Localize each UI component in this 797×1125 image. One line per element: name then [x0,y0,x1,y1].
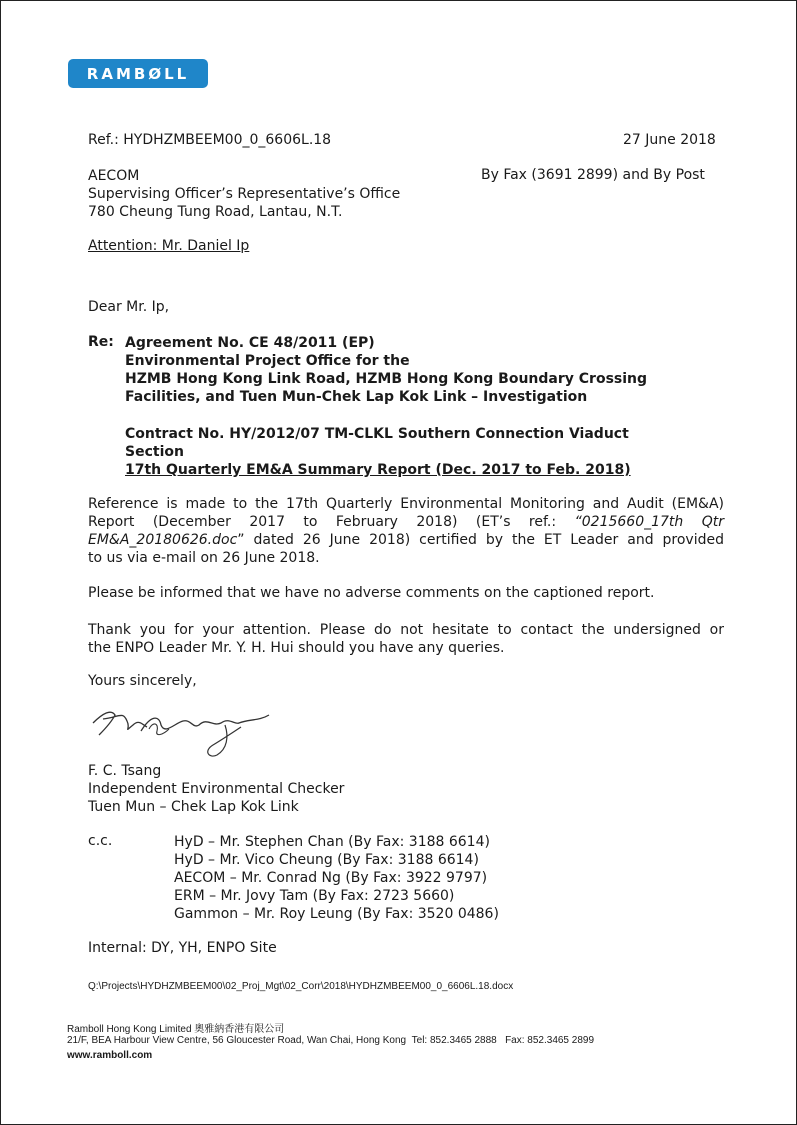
footer-fax: Fax: 852.3465 2899 [505,1035,595,1046]
signer-block [88,762,344,816]
footer-tel: Tel: 852.3465 2888 [411,1035,497,1046]
letter-date: 27 June 2018 [623,132,716,148]
delivery-method: By Fax (3691 2899) and By Post [481,167,705,183]
recipient-line: Supervising Officer’s Representative’s Office [88,186,401,202]
paragraph-no-comments: Please be informed that we have no adverse comments on the captioned report. [88,585,655,601]
re-label: Re: [88,334,114,350]
attention-line: Attention: Mr. Daniel Ip [88,238,250,254]
subject-block [125,334,647,406]
paragraph-thanks [88,621,724,657]
signer-name: F. C. Tsang [88,763,162,779]
paragraph-reference [88,495,724,567]
contract-line: Contract No. HY/2012/07 TM-CLKL Southern Connection Viaduct [125,426,629,442]
footer-address-line [67,1035,594,1046]
cc-item: ERM – Mr. Jovy Tam (By Fax: 2723 5660) [174,888,455,904]
internal-distribution: Internal: DY, YH, ENPO Site [88,940,277,956]
paragraph-line: Reference is made to the 17th Quarterly Environmental Monitoring and Audit (EM&A) [88,496,724,512]
text-run: ” dated 26 June 2018) certified by the ET Leader and provided [237,532,724,548]
paragraph-line: to us via e-mail on 26 June 2018. [88,550,320,566]
cc-item: HyD – Mr. Stephen Chan (By Fax: 3188 6614) [174,834,490,850]
footer-address: 21/F, BEA Harbour View Centre, 56 Gloucester Road, Wan Chai, Hong Kong [67,1035,407,1046]
text-run: Report (December 2017 to February 2018) (ET’s ref.: [88,514,575,530]
ramboll-logo [68,59,208,88]
contract-block [125,425,631,479]
closing: Yours sincerely, [88,673,197,689]
subject-line: HZMB Hong Kong Link Road, HZMB Hong Kong Boundary Crossing [125,371,648,387]
recipient-line: AECOM [88,168,140,184]
signer-project: Tuen Mun – Chek Lap Kok Link [88,799,299,815]
recipient-address [88,167,400,221]
paragraph-line [88,531,724,549]
paragraph-line: Thank you for your attention. Please do not hesitate to contact the undersigned or [88,622,724,638]
report-title: 17th Quarterly EM&A Summary Report (Dec. 2017 to Feb. 2018) [125,462,631,478]
subject-line: Agreement No. CE 48/2011 (EP) [125,335,375,351]
cc-item: HyD – Mr. Vico Cheung (By Fax: 3188 6614) [174,852,479,868]
handwritten-signature [89,701,274,767]
footer-company: Ramboll Hong Kong Limited 奧雅納香港有限公司 [67,1024,285,1035]
recipient-line: 780 Cheung Tung Road, Lantau, N.T. [88,204,343,220]
subject-line: Environmental Project Office for the [125,353,410,369]
salutation: Dear Mr. Ip, [88,299,170,315]
text-run-italic: “0215660_17th Qtr [574,514,724,530]
file-path: Q:\Projects\HYDHZMBEEM00\02_Proj_Mgt\02_Corr\2018\HYDHZMBEEM00_0_6606L.18.docx [88,981,514,992]
cc-item: AECOM – Mr. Conrad Ng (By Fax: 3922 9797) [174,870,488,886]
logo-text: RAMBØLL [86,64,190,83]
paragraph-line: the ENPO Leader Mr. Y. H. Hui should you have any queries. [88,640,505,656]
paragraph-line [88,513,724,531]
text-run-italic: EM&A_20180626.doc [88,532,238,548]
subject-line: Facilities, and Tuen Mun-Chek Lap Kok Link – Investigation [125,389,588,405]
footer-website: www.ramboll.com [67,1050,153,1061]
cc-item: Gammon – Mr. Roy Leung (By Fax: 3520 0486) [174,906,499,922]
cc-list [174,833,499,923]
contract-line: Section [125,444,184,460]
signer-title: Independent Environmental Checker [88,781,345,797]
reference-number: Ref.: HYDHZMBEEM00_0_6606L.18 [88,132,332,148]
cc-label: c.c. [88,833,113,849]
